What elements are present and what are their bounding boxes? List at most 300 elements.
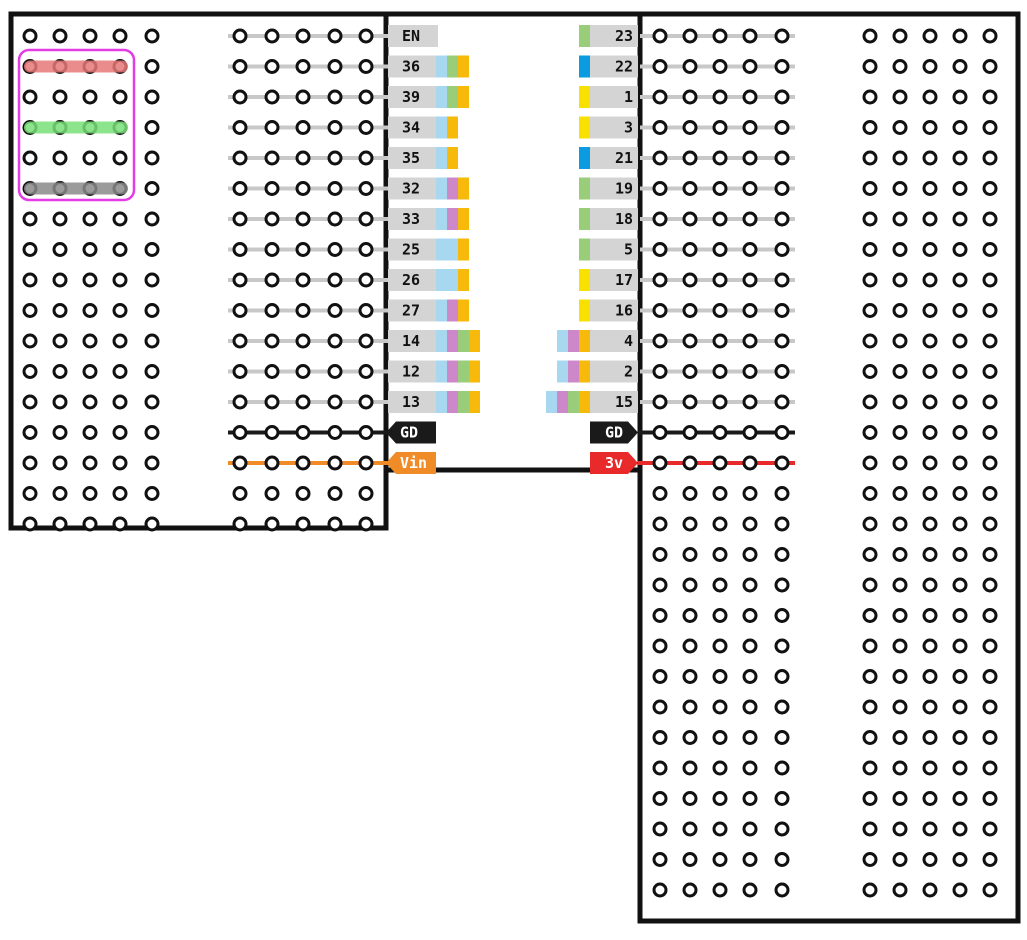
breadboard-hole [684,396,696,408]
breadboard-hole [266,122,278,134]
breadboard-hole [297,366,309,378]
breadboard-hole [864,640,876,652]
breadboard-hole [266,91,278,103]
breadboard-hole [54,488,66,500]
breadboard-hole [776,183,788,195]
left-pin-tag-light_blue [436,361,447,383]
breadboard-hole [744,488,756,500]
breadboard-hole [234,61,246,73]
breadboard-hole [84,518,96,530]
breadboard-hole [744,366,756,378]
left-pin-tag-orange [458,269,469,291]
breadboard-hole [744,732,756,744]
breadboard-hole [894,335,906,347]
breadboard-hole [924,732,936,744]
breadboard-hole [297,427,309,439]
breadboard-hole [954,244,966,256]
breadboard-hole [924,854,936,866]
breadboard-hole [924,701,936,713]
breadboard-hole [924,274,936,286]
breadboard-hole [894,91,906,103]
breadboard-hole [654,213,666,225]
breadboard-hole [654,884,666,896]
breadboard-hole [266,518,278,530]
left-pin-label: EN [402,27,421,45]
breadboard-hole [84,427,96,439]
breadboard-hole [360,305,372,317]
breadboard-hole [297,244,309,256]
breadboard-hole [114,274,126,286]
left-pin-tag-orange [447,117,458,139]
breadboard-hole [114,518,126,530]
breadboard-hole [114,396,126,408]
breadboard-hole [776,854,788,866]
left-pin-tag-purple [447,361,458,383]
breadboard-hole [146,91,158,103]
breadboard-hole [360,30,372,42]
breadboard-hole [54,457,66,469]
breadboard-hole [714,396,726,408]
breadboard-hole [684,518,696,530]
breadboard-hole [234,427,246,439]
left-pin-tag-orange [447,147,458,169]
breadboard-hole [954,671,966,683]
breadboard-hole [24,457,36,469]
breadboard-hole [954,366,966,378]
breadboard-hole [84,274,96,286]
breadboard-hole [894,488,906,500]
breadboard-hole [146,274,158,286]
left-pin-tag-orange [458,208,469,230]
breadboard-hole [714,152,726,164]
breadboard-hole [924,610,936,622]
breadboard-hole [714,61,726,73]
breadboard-hole [864,549,876,561]
breadboard-holes [24,30,996,896]
breadboard-hole [297,183,309,195]
left-pin-tag-light_blue [436,208,447,230]
breadboard-hole [894,152,906,164]
right-pin-label: 5 [623,240,633,259]
breadboard-hole [776,91,788,103]
breadboard-hole [54,244,66,256]
breadboard-hole [924,122,936,134]
breadboard-hole [954,305,966,317]
breadboard-hole [360,122,372,134]
breadboard-hole [924,640,936,652]
right-pin-tag-green [579,178,590,200]
right-pin-label: 21 [614,149,633,167]
breadboard-hole [984,305,996,317]
breadboard-hole [114,427,126,439]
breadboard-hole [924,183,936,195]
breadboard-hole [984,793,996,805]
breadboard-hole [894,305,906,317]
breadboard-hole [864,30,876,42]
breadboard-hole [954,701,966,713]
breadboard-hole [954,427,966,439]
breadboard-hole [894,366,906,378]
left-pin-tag-light_blue [447,269,458,291]
breadboard-hole [654,91,666,103]
breadboard-hole [924,762,936,774]
breadboard-hole [894,457,906,469]
breadboard-hole [84,457,96,469]
breadboard-hole [54,91,66,103]
breadboard-hole [954,823,966,835]
breadboard-hole [714,732,726,744]
breadboard-hole [744,152,756,164]
breadboard-hole [266,396,278,408]
breadboard-hole [984,457,996,469]
breadboard-hole [864,244,876,256]
breadboard-hole [894,732,906,744]
left-pin-label: 12 [402,362,421,381]
breadboard-hole [714,671,726,683]
breadboard-hole [654,396,666,408]
breadboard-hole [894,640,906,652]
breadboard-hole [864,122,876,134]
breadboard-hole [924,518,936,530]
left-pin-tag-light_blue [436,330,447,352]
breadboard-hole [714,91,726,103]
breadboard-hole [894,610,906,622]
breadboard-hole [954,762,966,774]
breadboard-hole [864,518,876,530]
breadboard-hole [776,732,788,744]
breadboard-hole [954,396,966,408]
breadboard-hole [864,91,876,103]
breadboard-hole [654,122,666,134]
breadboard-hole [776,274,788,286]
breadboard-hole [146,122,158,134]
breadboard-hole [234,457,246,469]
breadboard-hole [84,152,96,164]
breadboard-hole [954,732,966,744]
breadboard-hole [266,366,278,378]
breadboard-hole [360,183,372,195]
breadboard-hole [234,335,246,347]
right-pin-label: 17 [614,271,633,289]
breadboard-hole [329,335,341,347]
breadboard-hole [654,732,666,744]
breadboard-hole [84,366,96,378]
breadboard-hole [297,305,309,317]
breadboard-hole [360,61,372,73]
breadboard-hole [776,427,788,439]
breadboard-hole [954,122,966,134]
right-pin-label: 22 [614,57,633,76]
breadboard-hole [684,457,696,469]
breadboard-hole [984,518,996,530]
breadboard-hole [984,213,996,225]
left-pin-tag-orange [469,361,480,383]
left-vin-label: Vin [400,454,428,472]
left-pin-tag-orange [469,391,480,413]
breadboard-hole [776,640,788,652]
breadboard-hole [744,671,756,683]
breadboard-hole [954,335,966,347]
breadboard-hole [684,549,696,561]
breadboard-hole [864,884,876,896]
left-pin-tag-light_blue [436,391,447,413]
breadboard-hole [146,427,158,439]
breadboard-hole [984,701,996,713]
breadboard-hole [266,244,278,256]
breadboard-hole [954,610,966,622]
breadboard-hole [924,793,936,805]
breadboard-hole [954,152,966,164]
breadboard-hole [714,274,726,286]
breadboard-hole [654,30,666,42]
breadboard-hole [776,762,788,774]
breadboard-hole [894,274,906,286]
breadboard-hole [654,244,666,256]
breadboard-hole [864,823,876,835]
breadboard-hole [360,213,372,225]
breadboard-hole [894,793,906,805]
breadboard-hole [954,518,966,530]
breadboard-hole [714,183,726,195]
breadboard-hole [776,793,788,805]
breadboard-hole [654,762,666,774]
breadboard-hole [684,793,696,805]
breadboard-hole [924,457,936,469]
breadboard-hole [744,854,756,866]
breadboard-hole [114,213,126,225]
breadboard-hole [329,152,341,164]
breadboard-hole [864,488,876,500]
breadboard-hole [684,701,696,713]
pin-labels [386,25,638,474]
breadboard-hole [329,91,341,103]
breadboard-hole [360,274,372,286]
breadboard-hole [924,305,936,317]
breadboard-hole [146,396,158,408]
breadboard-hole [864,579,876,591]
left-pin-tag-purple [447,208,458,230]
breadboard-hole [714,610,726,622]
breadboard-hole [297,91,309,103]
breadboard-hole [684,610,696,622]
breadboard-hole [744,213,756,225]
left-pin-tag-green [458,330,469,352]
right-pin-tag-light_blue [557,330,568,352]
breadboard-hole [297,122,309,134]
breadboard-hole [776,366,788,378]
breadboard-hole [84,244,96,256]
breadboard-hole [684,488,696,500]
breadboard-hole [24,427,36,439]
left-pin-tag-light_blue [436,269,447,291]
breadboard-hole [266,30,278,42]
left-pin-label: 34 [402,118,421,137]
breadboard-hole [234,274,246,286]
breadboard-hole [984,427,996,439]
breadboard-hole [714,793,726,805]
breadboard-hole [24,396,36,408]
breadboard-hole [684,61,696,73]
breadboard-hole [776,61,788,73]
breadboard-hole [114,152,126,164]
left-pin-label: 35 [402,149,421,167]
breadboard-hole [864,854,876,866]
breadboard-hole [114,366,126,378]
left-pin-tag-light_blue [436,56,447,78]
breadboard-hole [984,91,996,103]
breadboard-hole [924,671,936,683]
breadboard-hole [654,61,666,73]
breadboard-hole [864,427,876,439]
breadboard-hole [714,488,726,500]
breadboard-hole [24,213,36,225]
breadboard-hole [924,396,936,408]
breadboard-hole [54,396,66,408]
breadboard-hole [776,213,788,225]
breadboard-hole [924,213,936,225]
breadboard-hole [864,762,876,774]
breadboard-hole [297,396,309,408]
breadboard-hole [684,274,696,286]
breadboard-hole [360,366,372,378]
breadboard-hole [894,549,906,561]
breadboard-hole [984,671,996,683]
breadboard-hole [146,61,158,73]
breadboard-hole [744,610,756,622]
breadboard-hole [714,701,726,713]
breadboard-hole [654,671,666,683]
breadboard-hole [776,122,788,134]
breadboard-hole [234,183,246,195]
breadboard-hole [297,518,309,530]
left-pin-tag-orange [458,56,469,78]
breadboard-hole [54,30,66,42]
breadboard-hole [684,732,696,744]
breadboard-hole [744,457,756,469]
breadboard-hole [266,457,278,469]
breadboard-hole [329,488,341,500]
right-pin-tag-light_blue [557,361,568,383]
breadboard-hole [864,213,876,225]
left-pin-tag-light_blue [436,117,447,139]
breadboard-hole [54,366,66,378]
breadboard-hole [744,30,756,42]
breadboard-hole [924,61,936,73]
breadboard-hole [744,335,756,347]
right-pin-tag-light_blue [546,391,557,413]
breadboard-hole [234,518,246,530]
breadboard-hole [776,610,788,622]
breadboard-hole [54,305,66,317]
breadboard-hole [864,610,876,622]
right-pin-tag-green [579,25,590,47]
left-pin-label: 39 [402,88,421,106]
breadboard-hole [146,183,158,195]
breadboard-hole [776,488,788,500]
left-pin-tag-light_blue [436,86,447,108]
breadboard-hole [864,305,876,317]
breadboard-hole [714,762,726,774]
breadboard-hole [654,579,666,591]
breadboard-hole [297,152,309,164]
breadboard-hole [360,518,372,530]
breadboard-hole [329,427,341,439]
breadboard-hole [924,152,936,164]
breadboard-hole [84,488,96,500]
pin-traces [228,36,795,463]
breadboard-hole [234,366,246,378]
breadboard-hole [744,91,756,103]
breadboard-hole [654,427,666,439]
right-pin-label: 4 [623,332,633,350]
breadboard-hole [894,884,906,896]
breadboard-hole [744,244,756,256]
breadboard-hole [714,30,726,42]
breadboard-hole [864,732,876,744]
jumper-wire [24,122,128,134]
breadboard-hole [984,732,996,744]
breadboard-hole [744,579,756,591]
right-pin-tag-blue [579,147,590,169]
breadboard-hole [329,305,341,317]
breadboard-hole [234,305,246,317]
left-pin-tag-light_blue [436,178,447,200]
breadboard-hole [24,366,36,378]
breadboard-hole [654,335,666,347]
breadboard-hole [360,427,372,439]
breadboard-hole [984,579,996,591]
jumper-wires [19,50,134,200]
breadboard-hole [684,122,696,134]
breadboard-hole [266,305,278,317]
breadboard-hole [954,457,966,469]
breadboard-hole [954,183,966,195]
breadboard-hole [684,335,696,347]
breadboard-hole [24,244,36,256]
breadboard-hole [984,488,996,500]
breadboard-hole [924,30,936,42]
breadboard-hole [744,274,756,286]
breadboard-hole [684,427,696,439]
left-pin-label: 14 [402,332,421,350]
breadboard-hole [654,549,666,561]
left-pin-tag-orange [458,300,469,322]
breadboard-hole [234,30,246,42]
breadboard-hole [744,122,756,134]
breadboard-hole [146,488,158,500]
breadboard-hole [984,396,996,408]
breadboard-hole [954,579,966,591]
left-ground-label: GD [400,423,419,442]
breadboard-hole [654,488,666,500]
breadboard-hole [714,579,726,591]
right-pin-label: 23 [614,27,633,45]
left-pin-tag-light_blue [436,147,447,169]
breadboard-hole [360,396,372,408]
breadboard-hole [654,305,666,317]
breadboard-hole [776,823,788,835]
breadboard-hole [654,274,666,286]
breadboard-hole [714,213,726,225]
breadboard-hole [84,335,96,347]
breadboard-hole [146,335,158,347]
breadboard-hole [684,762,696,774]
left-pin-label: 36 [402,57,421,76]
breadboard-hole [744,640,756,652]
breadboard-hole [984,152,996,164]
breadboard-hole [714,549,726,561]
breadboard-hole [924,335,936,347]
